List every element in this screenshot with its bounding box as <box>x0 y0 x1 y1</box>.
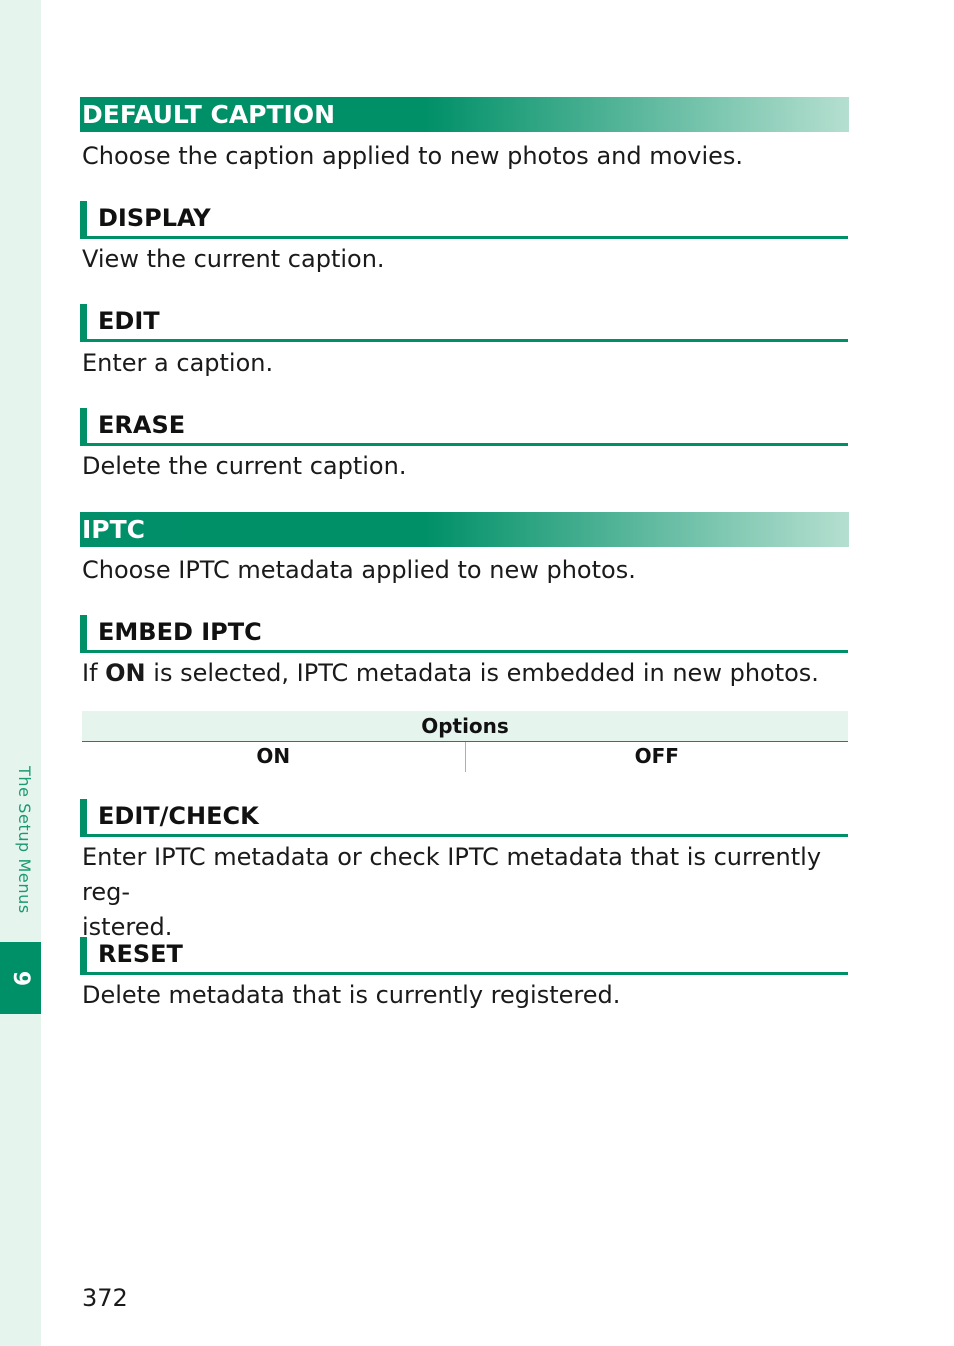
default-caption-description: Choose the caption applied to new photos and movies. <box>82 142 744 170</box>
subheading-reset: RESET <box>80 937 848 975</box>
page-number: 372 <box>82 1284 128 1312</box>
option-off: OFF <box>465 742 849 772</box>
embed-text-before: If <box>82 659 106 687</box>
subheading-edit-check: EDIT/CHECK <box>80 799 848 837</box>
edit-check-description <box>82 840 852 945</box>
subheading-display: DISPLAY <box>80 201 848 239</box>
edit-description: Enter a caption. <box>82 349 274 377</box>
embed-iptc-description <box>82 656 852 691</box>
embed-text-bold: ON <box>105 659 146 687</box>
chapter-number: 9 <box>8 970 33 986</box>
erase-description: Delete the current caption. <box>82 452 407 480</box>
sidebar-section-label: The Setup Menus <box>15 766 34 914</box>
options-table-row <box>82 742 848 772</box>
section-heading-iptc: IPTC <box>80 512 849 547</box>
subheading-edit: EDIT <box>80 304 848 342</box>
reset-description: Delete metadata that is currently registered. <box>82 981 621 1009</box>
options-table <box>82 711 848 772</box>
subheading-embed-iptc: EMBED IPTC <box>80 615 848 653</box>
embed-text-after: is selected, IPTC metadata is embedded in new photos. <box>145 659 819 687</box>
edit-check-line-1: Enter IPTC metadata or check IPTC metadata that is currently reg- <box>82 843 822 906</box>
edit-check-line-2: istered. <box>82 913 173 941</box>
option-on: ON <box>256 744 291 768</box>
section-heading-default-caption: DEFAULT CAPTION <box>80 97 849 132</box>
display-description: View the current caption. <box>82 245 385 273</box>
sidebar-strip <box>0 0 41 1346</box>
subheading-erase: ERASE <box>80 408 848 446</box>
iptc-description: Choose IPTC metadata applied to new photos. <box>82 556 636 584</box>
chapter-tab <box>0 942 41 1014</box>
options-table-header: Options <box>82 711 848 742</box>
